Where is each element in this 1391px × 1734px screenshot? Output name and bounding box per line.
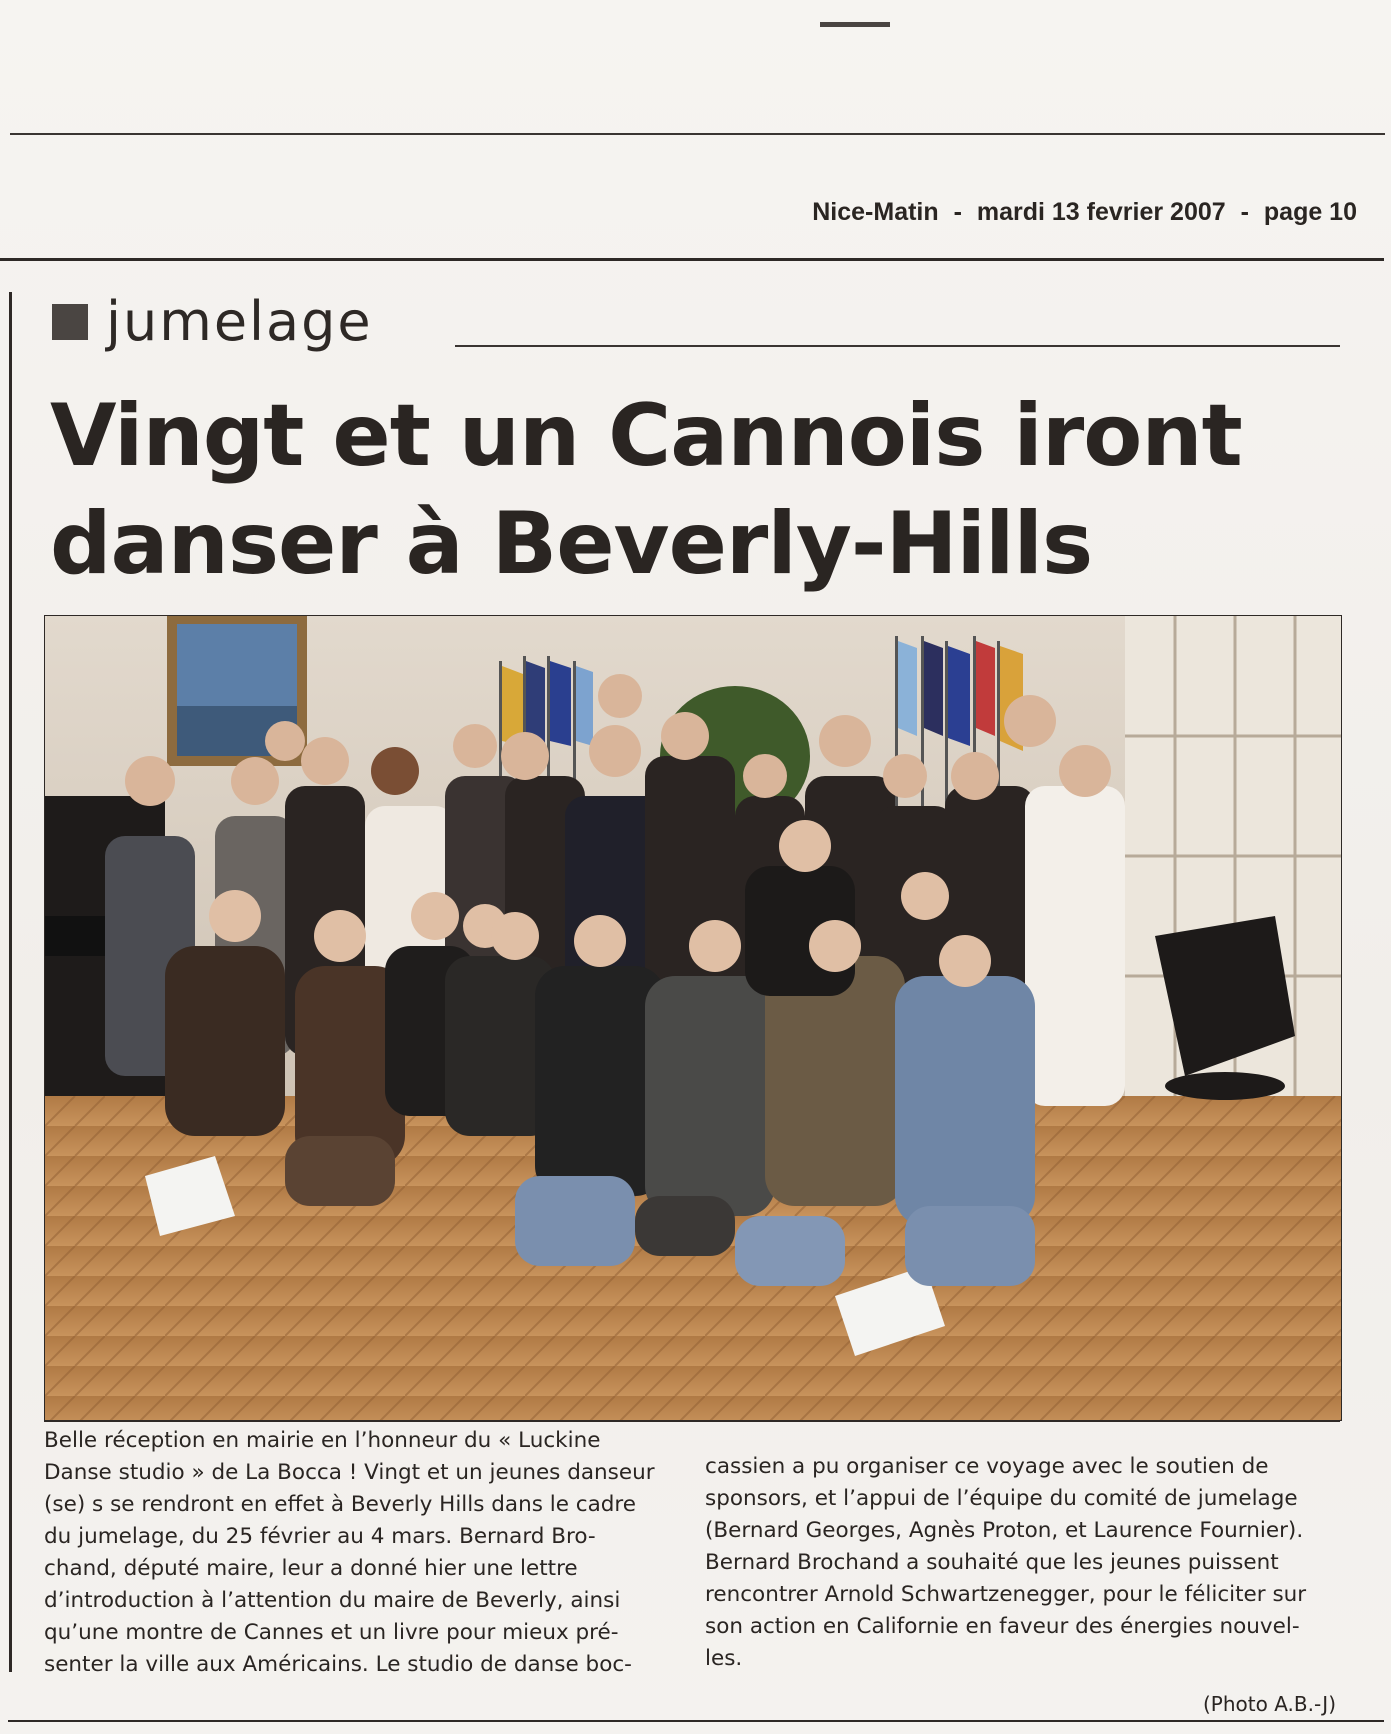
group-photo	[44, 615, 1342, 1421]
caption-line: Bernard Brochand a souhaité que les jeunes puissent	[705, 1550, 1279, 1575]
caption-line: (se) s se rendront en effet à Beverly Hills dans le cadre	[44, 1492, 637, 1517]
section-square-icon	[52, 304, 88, 340]
caption-line: Belle réception en mairie en l’honneur du « Luckine	[44, 1428, 601, 1453]
caption-right-column	[705, 1451, 1335, 1675]
issue-date: mardi 13 fevrier 2007	[976, 198, 1226, 226]
caption-line: sponsors, et l’appui de l’équipe du comité de jumelage	[705, 1486, 1298, 1511]
caption-line: qu’une montre de Cannes et un livre pour mieux pré-	[44, 1620, 619, 1645]
section-kicker: jumelage	[106, 290, 373, 353]
caption-line: d’introduction à l’attention du maire de Beverly, ainsi	[44, 1588, 621, 1613]
caption-line: rencontrer Arnold Schwartzenegger, pour le féliciter sur	[705, 1582, 1307, 1607]
caption-line: son action en Californie en faveur des énergies nouvel-	[705, 1614, 1300, 1639]
kicker-rule	[455, 345, 1340, 347]
caption-line: Danse studio » de La Bocca ! Vingt et un jeunes danseur	[44, 1460, 655, 1485]
caption-line: les.	[705, 1646, 743, 1671]
top-rule	[10, 133, 1385, 135]
caption-line: du jumelage, du 25 février au 4 mars. Bernard Bro-	[44, 1524, 596, 1549]
newspaper-name: Nice-Matin	[812, 198, 939, 226]
caption-rule	[44, 1420, 1340, 1422]
page-header	[808, 198, 1361, 227]
section-label	[52, 292, 373, 352]
headline-line-1: Vingt et un Cannois iront	[50, 386, 1242, 486]
caption-line: chand, député maire, leur a donné hier une lettre	[44, 1556, 578, 1581]
photo-credit: (Photo A.B.-J)	[1203, 1692, 1337, 1716]
caption-line: cassien a pu organiser ce voyage avec le soutien de	[705, 1454, 1269, 1479]
caption-line: (Bernard Georges, Agnès Proton, et Laurence Fournier).	[705, 1518, 1304, 1543]
page-number: page 10	[1263, 198, 1357, 226]
header-separator-1: -	[953, 198, 962, 226]
caption-line: senter la ville aux Américains. Le studio de danse boc-	[44, 1652, 632, 1677]
header-separator-2: -	[1240, 198, 1249, 226]
group-photo-illustration	[45, 616, 1341, 1420]
left-border	[9, 292, 12, 1672]
headline-line-2: danser à Beverly-Hills	[50, 494, 1093, 594]
caption-left-column	[44, 1425, 664, 1681]
scan-mark	[820, 22, 890, 27]
headline	[50, 382, 1350, 598]
bottom-rule	[8, 1720, 1384, 1722]
